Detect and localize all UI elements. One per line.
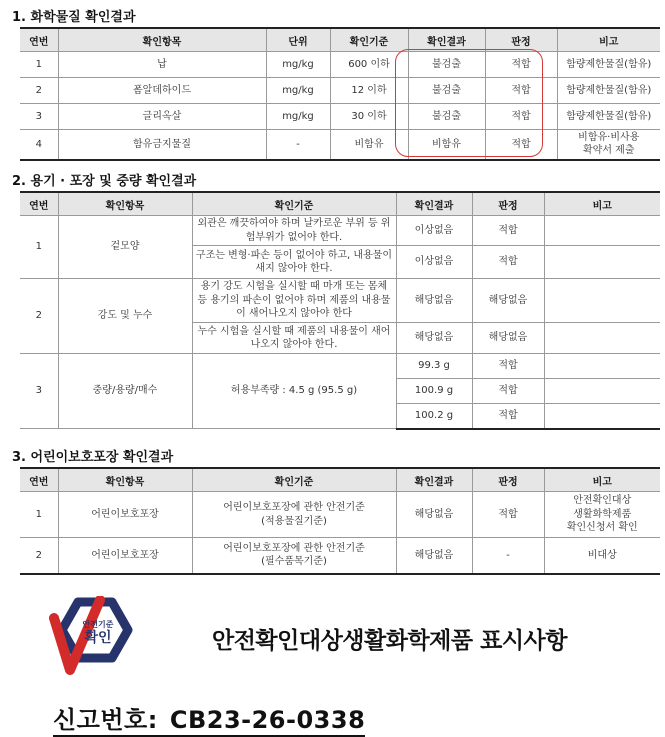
row-result: 99.3 g	[396, 354, 472, 379]
row-judge: 적합	[472, 404, 544, 429]
chemical-results-table	[20, 27, 660, 161]
row-note	[544, 279, 660, 323]
row-note: 비대상	[544, 538, 660, 574]
row-note	[544, 379, 660, 404]
header-note: 비고	[544, 192, 660, 216]
row-item: 어린이보호포장	[58, 538, 192, 574]
row-result: 불검출	[408, 52, 485, 78]
header-judge: 판정	[472, 192, 544, 216]
row-item: 글리옥살	[58, 104, 266, 130]
row-result: 비함유	[408, 130, 485, 160]
header-item: 확인항목	[58, 468, 192, 492]
table-header-row	[20, 468, 660, 492]
row-result: 해당없음	[396, 279, 472, 323]
header-note: 비고	[557, 28, 660, 52]
table-header-row	[20, 192, 660, 216]
row-result: 이상없음	[396, 246, 472, 279]
row-unit: mg/kg	[266, 78, 330, 104]
table-row	[20, 216, 660, 246]
row-result: 이상없음	[396, 216, 472, 246]
row-judge: 적합	[485, 78, 557, 104]
header-judge: 판정	[485, 28, 557, 52]
row-no: 2	[20, 279, 58, 354]
reg-label: 신고번호:	[53, 706, 158, 734]
row-criteria: 어린이보호포장에 관한 안전기준 (필수품목기준)	[192, 538, 396, 574]
row-no: 2	[20, 78, 58, 104]
row-judge: 적합	[472, 246, 544, 279]
header-note: 비고	[544, 468, 660, 492]
row-no: 2	[20, 538, 58, 574]
row-item: 어린이보호포장	[58, 492, 192, 538]
row-item: 중량/용량/매수	[58, 354, 192, 429]
row-judge: -	[472, 538, 544, 574]
header-criteria: 확인기준	[192, 192, 396, 216]
section-1-title: 1. 화학물질 확인결과	[12, 10, 136, 25]
row-criteria: 누수 시험을 실시할 때 제품의 내용물이 새어 나오지 않아야 한다.	[192, 323, 396, 354]
header-criteria: 확인기준	[192, 468, 396, 492]
header-result: 확인결과	[408, 28, 485, 52]
row-no: 1	[20, 492, 58, 538]
reg-value: CB23-26-0338	[169, 706, 366, 734]
header-no: 연번	[20, 28, 58, 52]
row-note	[544, 246, 660, 279]
header-item: 확인항목	[58, 192, 192, 216]
row-result: 불검출	[408, 104, 485, 130]
table-row	[20, 538, 660, 574]
row-unit: mg/kg	[266, 52, 330, 78]
row-no: 1	[20, 52, 58, 78]
header-unit: 단위	[266, 28, 330, 52]
section-2-title: 2. 용기 · 포장 및 중량 확인결과	[12, 174, 197, 189]
row-item: 폼알데하이드	[58, 78, 266, 104]
row-criteria: 외관은 깨끗하여야 하며 날카로운 부위 등 위험부위가 없어야 한다.	[192, 216, 396, 246]
label-title: 안전확인대상생활화학제품 표시사항	[212, 628, 567, 654]
header-criteria: 확인기준	[330, 28, 408, 52]
row-judge: 적합	[472, 354, 544, 379]
row-result: 불검출	[408, 78, 485, 104]
row-criteria: 비함유	[330, 130, 408, 160]
table-row	[20, 52, 660, 78]
row-unit: -	[266, 130, 330, 160]
row-note: 안전확인대상 생활화학제품 확인신청서 확인	[544, 492, 660, 538]
section-3-title: 3. 어린이보호포장 확인결과	[12, 450, 174, 465]
header-result: 확인결과	[396, 468, 472, 492]
row-no: 4	[20, 130, 58, 160]
row-item: 겉모양	[58, 216, 192, 279]
row-criteria: 허용부족량 : 4.5 g (95.5 g)	[192, 354, 396, 429]
row-judge: 해당없음	[472, 323, 544, 354]
row-result: 해당없음	[396, 538, 472, 574]
row-judge: 적합	[485, 104, 557, 130]
row-criteria: 12 이하	[330, 78, 408, 104]
row-no: 1	[20, 216, 58, 279]
row-criteria: 구조는 변형·파손 등이 없어야 하고, 내용물이 새지 않아야 한다.	[192, 246, 396, 279]
row-note: 함량제한물질(함유)	[557, 52, 660, 78]
row-judge: 적합	[472, 379, 544, 404]
row-result: 해당없음	[396, 492, 472, 538]
table-header-row	[20, 28, 660, 52]
table-row	[20, 492, 660, 538]
row-criteria: 600 이하	[330, 52, 408, 78]
row-result: 100.9 g	[396, 379, 472, 404]
row-item: 강도 및 누수	[58, 279, 192, 354]
row-note: 함량제한물질(함유)	[557, 78, 660, 104]
child-packaging-table	[20, 467, 660, 575]
row-note: 함량제한물질(함유)	[557, 104, 660, 130]
row-note: 비함유·비사용 확약서 제출	[557, 130, 660, 160]
table-row	[20, 130, 660, 160]
row-judge: 해당없음	[472, 279, 544, 323]
row-no: 3	[20, 354, 58, 429]
header-judge: 판정	[472, 468, 544, 492]
row-criteria: 용기 강도 시험을 실시할 때 마개 또는 몸체 등 용기의 파손이 없어야 하며 제품의 내용물이 새어나오지 않아야 한다	[192, 279, 396, 323]
logo-line2: 확인	[84, 630, 112, 646]
row-note	[544, 404, 660, 429]
row-note	[544, 323, 660, 354]
row-result: 해당없음	[396, 323, 472, 354]
row-result: 100.2 g	[396, 404, 472, 429]
packaging-results-table	[20, 191, 660, 430]
row-item: 함유금지물질	[58, 130, 266, 160]
table-row	[20, 104, 660, 130]
row-note	[544, 216, 660, 246]
row-judge: 적합	[485, 130, 557, 160]
header-item: 확인항목	[58, 28, 266, 52]
logo-line1: 안전기준	[82, 620, 114, 629]
header-no: 연번	[20, 468, 58, 492]
row-criteria: 어린이보호포장에 관한 안전기준 (적용물질기준)	[192, 492, 396, 538]
safety-check-mark-icon	[48, 596, 144, 678]
header-no: 연번	[20, 192, 58, 216]
row-judge: 적합	[472, 216, 544, 246]
table-row	[20, 78, 660, 104]
row-item: 납	[58, 52, 266, 78]
row-judge: 적합	[485, 52, 557, 78]
row-note	[544, 354, 660, 379]
registration-number	[53, 700, 365, 737]
table-row	[20, 279, 660, 323]
row-criteria: 30 이하	[330, 104, 408, 130]
row-unit: mg/kg	[266, 104, 330, 130]
table-row	[20, 354, 660, 379]
row-judge: 적합	[472, 492, 544, 538]
row-no: 3	[20, 104, 58, 130]
header-result: 확인결과	[396, 192, 472, 216]
